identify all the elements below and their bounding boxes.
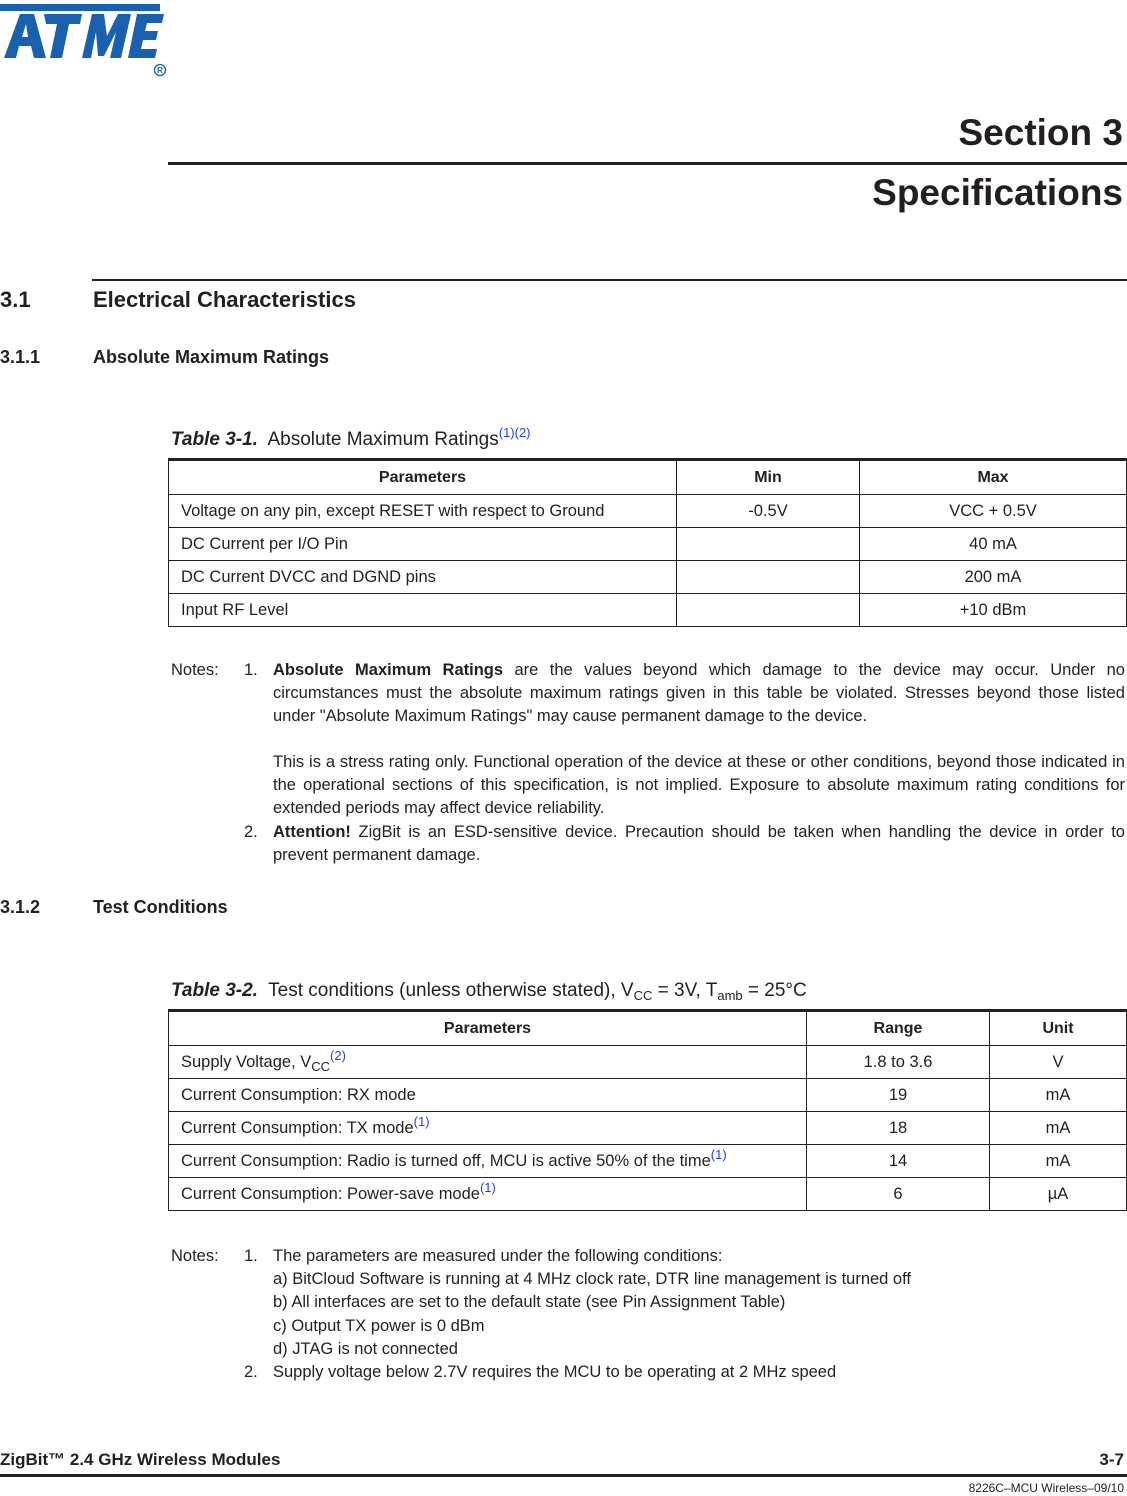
table-cell: mA [990,1112,1127,1145]
table-3-2-title-a: Test conditions (unless otherwise stated), V [268,980,634,1001]
footnote-ref[interactable]: (1) [413,1113,430,1129]
note-number: 1. [244,661,258,679]
heading-3-1-number: 3.1 [0,287,31,312]
heading-3-1-1-number: 3.1.1 [0,347,41,367]
footnote-ref[interactable]: (1) [710,1146,727,1162]
footnote-ref[interactable]: (2) [330,1047,346,1063]
table-row [169,528,1127,561]
footer-document-title: ZigBit™ 2.4 GHz Wireless Modules [0,1450,281,1469]
table-cell: VCC + 0.5V [860,495,1127,528]
table-cell: 6 [807,1178,990,1211]
table-cell: 200 mA [860,561,1127,594]
heading-3-1-title: Electrical Characteristics [93,287,356,312]
note-2-text: Supply voltage below 2.7V requires the MCU to be operating at 2 MHz speed [273,1363,837,1381]
note-line: a) BitCloud Software is running at 4 MHz clock rate, DTR line management is turned off [273,1270,911,1289]
table-cell [169,1112,807,1145]
note-2-body: ZigBit is an ESD-sensitive device. Precaution should be taken when handling the device in order to prevent permanent damage. [273,823,1125,865]
table-cell: Input RF Level [169,594,677,627]
heading-3-1-1-title: Absolute Maximum Ratings [93,347,330,367]
table-cell: DC Current per I/O Pin [169,528,677,561]
heading-3-1-2-number: 3.1.2 [0,897,41,917]
table-cell [677,561,860,594]
table-cell: 19 [807,1079,990,1112]
table-3-2-caption [171,980,807,1002]
title-subscript: amb [717,988,743,1003]
table-cell [677,528,860,561]
notes-label: Notes: [171,661,219,679]
table-cell: 18 [807,1112,990,1145]
table-row [169,1079,1127,1112]
table-header-row [169,1011,1127,1046]
table-header-row [169,460,1127,495]
footer-rule [0,1474,1127,1477]
table-row [169,1145,1127,1178]
note-line: c) Output TX power is 0 dBm [273,1316,485,1335]
table-3-2-title-b: = 3V, T [652,980,718,1001]
note-1-body: are the values beyond which damage to the device may occur. Under no circumstances must the absolute maximum ratings given in this table be violated. Stresses beyond those listed under "Absolute Maximum Ratings" may cause permanent damage to the device. [273,661,1125,726]
table-cell [677,594,860,627]
table-row [169,1046,1127,1079]
section-rule [168,162,1127,165]
heading-rule [92,279,1127,281]
column-header: Max [860,460,1127,495]
param-text: Current Consumption: RX mode [181,1085,416,1104]
note-line: d) JTAG is not connected [273,1339,458,1358]
table-3-1-refs[interactable]: (1)(2) [498,425,531,440]
table-3-1-label: Table 3-1. [171,429,258,450]
column-header: Range [807,1011,990,1046]
param-text: Current Consumption: TX mode [181,1118,414,1137]
note-1-paragraph-2: This is a stress rating only. Functional operation of the device at these or other conditions, beyond those indicated in the operational sections of this specification, is not implied. Exposure to absolute maximum rating conditions for extended periods may affect device reliability. [273,753,1125,818]
table-cell: Voltage on any pin, except RESET with respect to Ground [169,495,677,528]
table-cell: mA [990,1145,1127,1178]
table-cell: V [990,1046,1127,1079]
notes-label: Notes: [171,1247,219,1265]
heading-3-1-2-title: Test Conditions [93,897,228,917]
note-1-lines [273,1245,1125,1361]
atmel-logo [0,0,170,80]
table-cell: -0.5V [677,495,860,528]
column-header: Parameters [169,1011,807,1046]
table-cell: +10 dBm [860,594,1127,627]
table-row [169,1178,1127,1211]
chapter-title: Specifications [872,172,1123,213]
table-cell: DC Current DVCC and DGND pins [169,561,677,594]
section-label: Section 3 [958,112,1123,153]
note-1-bold: Absolute Maximum Ratings [273,661,504,679]
param-text: Current Consumption: Power-save mode [181,1184,480,1203]
column-header: Unit [990,1011,1127,1046]
note-2-text [273,821,1125,867]
table-cell [169,1046,807,1079]
param-subscript: CC [311,1058,331,1074]
svg-text:R: R [157,66,163,75]
table-cell [169,1145,807,1178]
note-number: 2. [244,823,258,841]
footnote-ref[interactable]: (1) [479,1179,496,1195]
table-row [169,594,1127,627]
footer-page-number: 3-7 [1099,1450,1124,1469]
column-header: Parameters [169,460,677,495]
table-row [169,561,1127,594]
table-row [169,1112,1127,1145]
table-cell [169,1079,807,1112]
param-text: Supply Voltage, V [181,1052,312,1071]
table-cell: mA [990,1079,1127,1112]
table-3-1 [168,458,1127,627]
table-3-1-caption [171,425,531,451]
table-3-1-title: Absolute Maximum Ratings [267,429,499,450]
note-1-text [273,659,1125,729]
note-number: 2. [244,1363,258,1381]
table-3-2 [168,1009,1127,1211]
footer-doc-code: 8226C–MCU Wireless–09/10 [968,1481,1124,1495]
table-row [169,495,1127,528]
note-number: 1. [244,1247,258,1265]
param-text: Current Consumption: Radio is turned off, MCU is active 50% of the time [181,1151,711,1170]
table-cell: 1.8 to 3.6 [807,1046,990,1079]
note-line: b) All interfaces are set to the default state (see Pin Assignment Table) [273,1293,786,1312]
table-cell: 14 [807,1145,990,1178]
column-header: Min [677,460,860,495]
table-cell: 40 mA [860,528,1127,561]
note-line: The parameters are measured under the following conditions: [273,1247,723,1265]
table-cell [169,1178,807,1211]
title-subscript: CC [633,988,653,1003]
table-cell: µA [990,1178,1127,1211]
table-3-2-label: Table 3-2. [171,980,258,1001]
table-3-2-title-c: = 25°C [742,980,807,1001]
note-2-bold: Attention! [273,823,351,841]
